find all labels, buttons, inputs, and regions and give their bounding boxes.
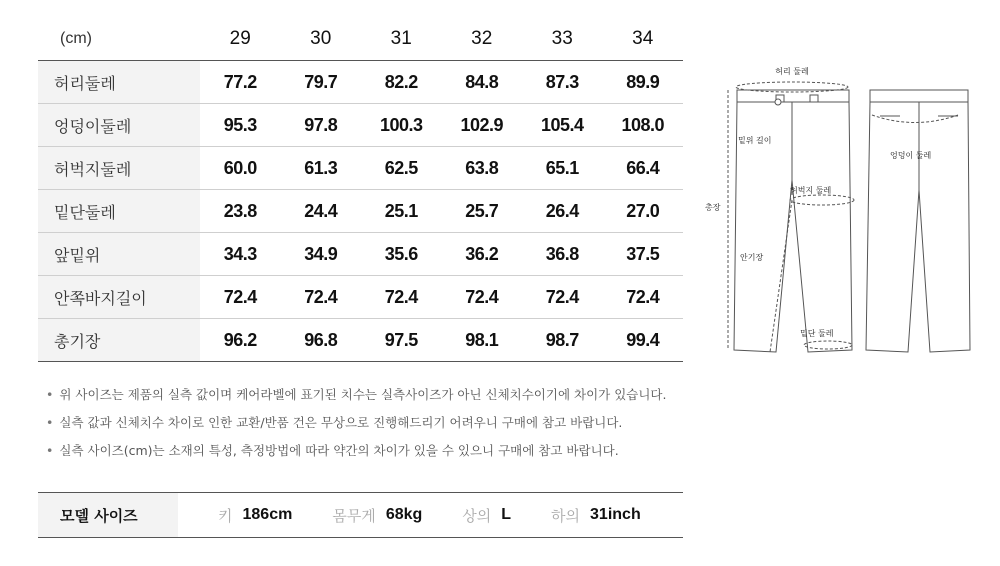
size-row	[38, 190, 683, 233]
measurement-value: 25.7	[442, 190, 523, 233]
measurement-value: 72.4	[281, 276, 362, 319]
measurement-value: 62.5	[361, 147, 442, 190]
measurement-value: 95.3	[200, 104, 281, 147]
top-value: L	[501, 506, 512, 523]
measurement-value: 36.8	[522, 233, 603, 276]
weight-value: 68kg	[385, 506, 423, 523]
note-item: • 실측 사이즈(cm)는 소재의 특성, 측정방법에 따라 약간의 차이가 있을 수 있으니 구매에 참고 바랍니다.	[46, 443, 619, 458]
bullet-icon: •	[46, 443, 54, 458]
measurement-value: 89.9	[603, 61, 684, 104]
measurement-value: 102.9	[442, 104, 523, 147]
size-row	[38, 233, 683, 276]
model-weight	[332, 505, 422, 526]
measurement-value: 35.6	[361, 233, 442, 276]
measurement-value: 66.4	[603, 147, 684, 190]
measurement-value: 72.4	[442, 276, 523, 319]
measurement-value: 97.8	[281, 104, 362, 147]
measurement-label: 엉덩이둘레	[38, 104, 200, 147]
measurement-value: 26.4	[522, 190, 603, 233]
size-table	[38, 18, 683, 362]
measurement-value: 77.2	[200, 61, 281, 104]
size-header: 33	[522, 18, 603, 61]
model-bottom	[551, 505, 641, 526]
size-row	[38, 104, 683, 147]
size-header-row	[38, 18, 683, 61]
measurement-value: 96.2	[200, 319, 281, 362]
waist-label: 허리 둘레	[775, 67, 809, 76]
inseam-label: 안기장	[740, 253, 764, 262]
measurement-guides	[728, 82, 958, 352]
measurement-label: 허리둘레	[38, 61, 200, 104]
weight-label: 몸무게	[332, 506, 376, 525]
bottom-label: 하의	[551, 506, 581, 525]
top-label: 상의	[462, 506, 492, 525]
measurement-value: 97.5	[361, 319, 442, 362]
measurement-value: 72.4	[200, 276, 281, 319]
size-row	[38, 276, 683, 319]
height-label: 키	[218, 506, 233, 525]
measurement-value: 87.3	[522, 61, 603, 104]
measurement-value: 36.2	[442, 233, 523, 276]
rise-label: 밑위 길이	[738, 136, 772, 145]
measurement-value: 79.7	[281, 61, 362, 104]
measurement-value: 96.8	[281, 319, 362, 362]
unit-label: (cm)	[38, 18, 200, 61]
size-header: 29	[200, 18, 281, 61]
measurement-value: 98.7	[522, 319, 603, 362]
measurement-label: 안쪽바지길이	[38, 276, 200, 319]
measurement-label: 총기장	[38, 319, 200, 362]
measurement-value: 37.5	[603, 233, 684, 276]
size-row	[38, 61, 683, 104]
measurement-value: 61.3	[281, 147, 362, 190]
hem-label: 밑단 둘레	[800, 329, 834, 338]
measurement-value: 34.3	[200, 233, 281, 276]
pants-diagram	[700, 60, 990, 364]
model-top	[462, 505, 511, 526]
model-size-bar	[38, 492, 683, 538]
size-header: 30	[281, 18, 362, 61]
measurement-label: 허벅지둘레	[38, 147, 200, 190]
measurement-value: 34.9	[281, 233, 362, 276]
measurement-value: 72.4	[522, 276, 603, 319]
size-header: 32	[442, 18, 523, 61]
measurement-label: 밑단둘레	[38, 190, 200, 233]
pants-front-outline	[734, 90, 852, 352]
total-length-label: 총장	[705, 203, 721, 212]
measurement-value: 63.8	[442, 147, 523, 190]
measurement-value: 99.4	[603, 319, 684, 362]
notes-list	[46, 384, 666, 468]
measurement-value: 105.4	[522, 104, 603, 147]
measurement-value: 72.4	[361, 276, 442, 319]
measurement-value: 72.4	[603, 276, 684, 319]
measurement-value: 65.1	[522, 147, 603, 190]
note-item: • 위 사이즈는 제품의 실측 값이며 케어라벨에 표기된 치수는 실측사이즈가 아닌 신체치수이기에 차이가 있습니다.	[46, 387, 667, 402]
measurement-label: 앞밑위	[38, 233, 200, 276]
pants-diagram-svg	[700, 60, 990, 360]
measurement-value: 60.0	[200, 147, 281, 190]
measurement-value: 108.0	[603, 104, 684, 147]
size-row	[38, 147, 683, 190]
size-header: 31	[361, 18, 442, 61]
measurement-value: 98.1	[442, 319, 523, 362]
model-height	[218, 505, 292, 526]
size-row	[38, 319, 683, 362]
size-header: 34	[603, 18, 684, 61]
measurement-value: 24.4	[281, 190, 362, 233]
height-value: 186cm	[242, 506, 293, 523]
note-item: • 실측 값과 신체치수 차이로 인한 교환/반품 건은 무상으로 진행해드리기 어려우니 구매에 참고 바랍니다.	[46, 415, 623, 430]
bullet-icon: •	[46, 387, 54, 402]
measurement-value: 84.8	[442, 61, 523, 104]
measurement-value: 27.0	[603, 190, 684, 233]
measurement-value: 100.3	[361, 104, 442, 147]
measurement-value: 25.1	[361, 190, 442, 233]
waist-marker	[775, 99, 781, 105]
pants-back-outline	[866, 90, 970, 352]
hip-label: 엉덩이 둘레	[890, 151, 932, 160]
bottom-value: 31inch	[590, 506, 641, 523]
bullet-icon: •	[46, 415, 54, 430]
measurement-value: 23.8	[200, 190, 281, 233]
thigh-label: 허벅지 둘레	[790, 186, 832, 195]
measurement-value: 82.2	[361, 61, 442, 104]
model-size-label: 모델 사이즈	[38, 493, 178, 537]
